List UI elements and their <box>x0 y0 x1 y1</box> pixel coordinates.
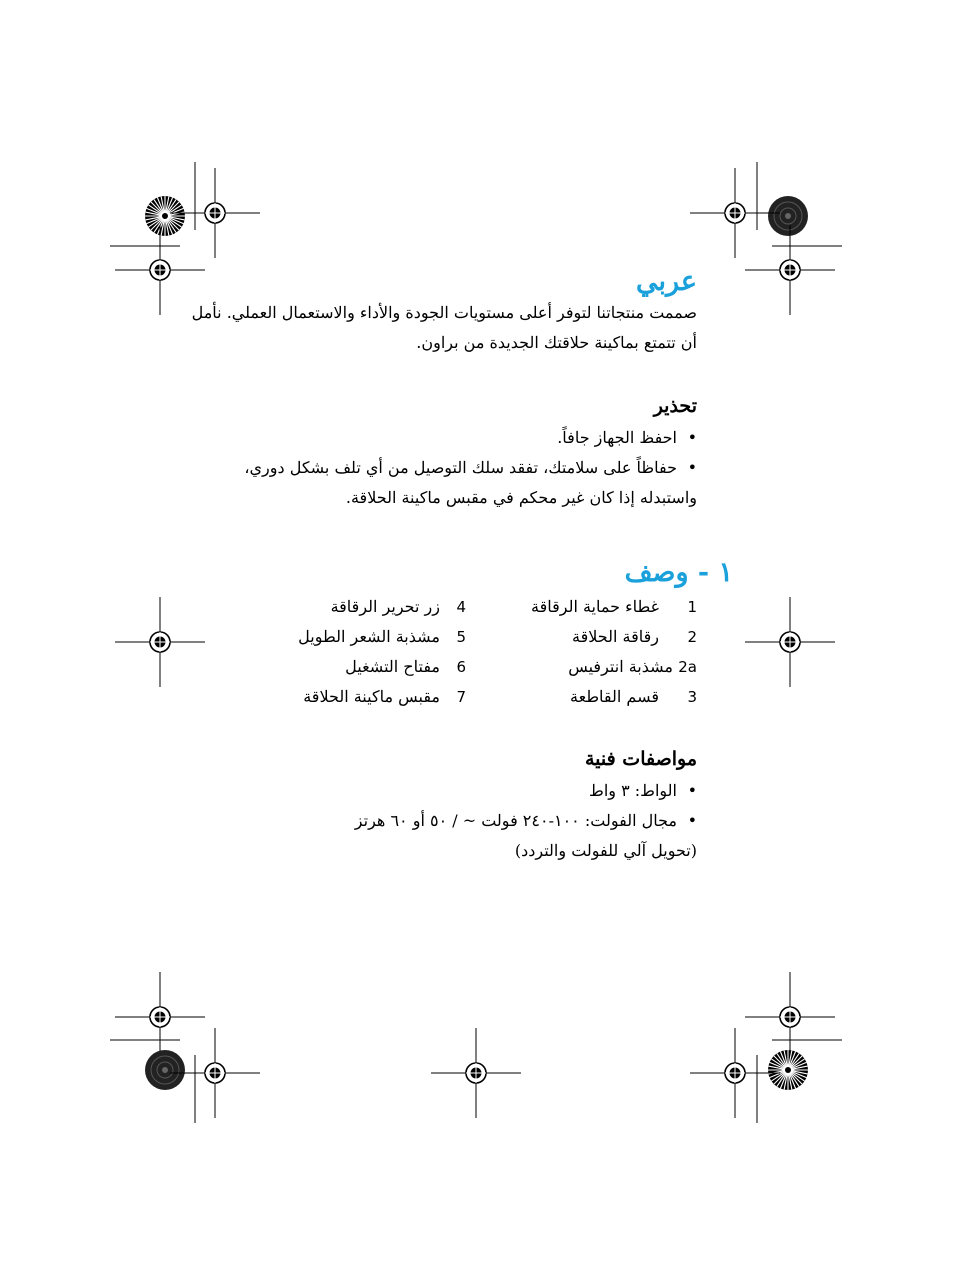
part-item <box>477 657 697 677</box>
spec-item-continuation: (تحويل آلي للفولت والتردد) <box>514 841 697 860</box>
part-number: 5 <box>456 628 466 646</box>
warning-list <box>237 423 697 513</box>
part-item <box>256 657 466 677</box>
warning-item-text: حفاظاً على سلامتك، تفقد سلك التوصيل من أي تلف بشكل دوري، <box>244 458 677 477</box>
warning-item <box>237 453 697 483</box>
intro-line-2: أن تتمتع بماكينة حلاقتك الجديدة من براون. <box>416 333 697 352</box>
part-item <box>256 627 466 647</box>
intro-line-1: صممت منتجاتنا لتوفر أعلى مستويات الجودة والأداء والاستعمال العملي. نأمل <box>191 303 697 322</box>
specs-list <box>297 776 697 866</box>
part-number: 7 <box>456 688 466 706</box>
part-number: 2 <box>687 628 697 646</box>
part-number: 2a <box>678 658 697 676</box>
part-label: مقبس ماكينة الحلاقة <box>303 687 440 706</box>
part-item <box>477 627 697 647</box>
description-title: ١ - وصف <box>624 557 733 588</box>
warning-item-text: احفظ الجهاز جافاً. <box>557 428 677 447</box>
part-number: 4 <box>456 598 466 616</box>
part-item <box>256 597 466 617</box>
specs-title: مواصفات فنية <box>584 748 697 770</box>
section-title: عربي <box>635 266 697 297</box>
intro-paragraph <box>191 298 697 358</box>
part-item <box>477 597 697 617</box>
part-label: رقاقة الحلاقة <box>572 627 659 646</box>
part-item <box>477 687 697 707</box>
spec-item <box>297 776 697 806</box>
part-item <box>256 687 466 707</box>
part-number: 1 <box>687 598 697 616</box>
warning-item-continuation: واستبدله إذا كان غير محكم في مقبس ماكينة الحلاقة. <box>345 488 697 507</box>
spec-item-text: مجال الفولت: ١٠٠-٢٤٠ فولت ~ / ٥٠ أو ٦٠ هرتز <box>354 811 677 830</box>
warning-item <box>237 423 697 453</box>
part-label: مشذبة الشعر الطويل <box>298 627 440 646</box>
part-number: 6 <box>456 658 466 676</box>
part-number: 3 <box>687 688 697 706</box>
part-label: مفتاح التشغيل <box>345 657 440 676</box>
part-label: غطاء حماية الرقاقة <box>530 597 659 616</box>
parts-list-left <box>256 597 466 727</box>
part-label: قسم القاطعة <box>570 687 659 706</box>
spec-item-text: الواط: ٣ واط <box>589 781 677 800</box>
spec-item <box>297 806 697 836</box>
part-label: مشذبة انترفيس <box>568 657 673 676</box>
parts-list-right <box>477 597 697 727</box>
warning-title: تحذير <box>653 395 697 417</box>
part-label: زر تحرير الرقاقة <box>330 597 440 616</box>
